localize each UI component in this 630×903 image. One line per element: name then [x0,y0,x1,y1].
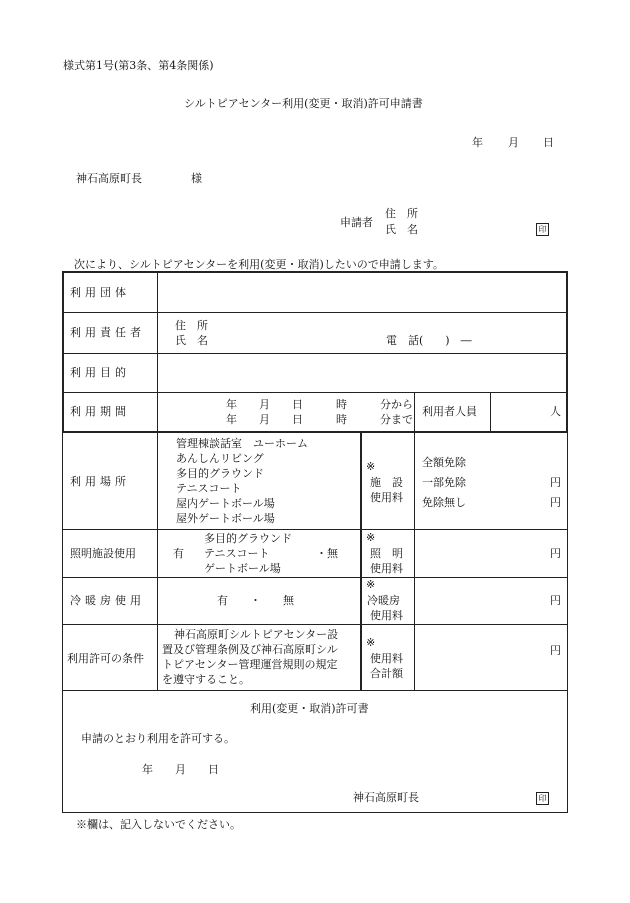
phone-label: 電 話( ) ― [386,334,472,347]
facility-item[interactable]: 屋内ゲートボール場 [176,497,275,510]
date-year: 年 [472,136,483,149]
responsible-address-label: 住 所 [175,319,208,332]
permit-seal-stamp: 印 [536,792,549,805]
total-fee-label: 使用料 [370,652,403,665]
facility-item[interactable]: 管理棟談話室 ユーホーム [176,437,308,450]
purpose-label: 利用目的 [70,366,130,379]
permit-statement: 申請のとおり利用を許可する。 [81,732,235,745]
exemption-full: 全額免除 [422,456,466,469]
group-field[interactable] [160,275,564,310]
users-label: 利用者人員 [422,405,477,418]
facility-fee-label-2: 使用料 [370,491,403,504]
users-unit: 人 [550,405,561,418]
applicant-name-label: 氏 名 [385,223,418,236]
facility-label: 利用場所 [70,475,130,488]
seal-stamp: 印 [536,223,549,236]
group-label: 利用団体 [70,286,130,299]
addressee: 神石高原町長 [76,172,142,185]
lighting-place: 多目的グラウンド [204,532,292,545]
hvac-fee-label-2: 使用料 [370,609,403,622]
hvac-choice[interactable]: 有 ・ 無 [217,594,294,607]
exemption-none: 免除無し [422,496,466,509]
conditions-line: トピアセンター管理運営規則の規定 [162,658,338,671]
period-to: 年 月 日 時 分まで [226,413,413,426]
period-label: 利用期間 [70,405,130,418]
intro-text: 次により、シルトピアセンターを利用(変更・取消)したいので申請します。 [74,258,444,271]
facility-item[interactable]: あんしんリビング [176,452,264,465]
yen-unit: 円 [550,496,561,509]
facility-list [176,436,308,526]
conditions-line: を遵守すること。 [162,673,250,686]
hvac-fee-label: 冷暖房 [367,594,400,607]
date-month: 月 [508,136,519,149]
period-from: 年 月 日 時 分から [226,398,413,411]
honorific: 様 [191,172,202,185]
permit-date: 年 月 日 [142,763,219,776]
yen-unit: 円 [550,594,561,607]
permit-title: 利用(変更・取消)許可書 [250,702,369,715]
conditions-text [162,627,338,687]
permit-issuer: 神石高原町長 [353,791,419,804]
responsible-label: 利用責任者 [70,326,145,339]
office-use-mark: ※ [366,578,376,591]
lighting-place: ゲートボール場 [204,562,281,575]
applicant-label: 申請者 [340,216,373,229]
office-use-mark: ※ [366,531,376,544]
applicant-address-label: 住 所 [385,207,418,220]
lighting-fee-label: 照 明 [370,547,403,560]
footnote: ※欄は、記入しないでください。 [76,818,241,831]
lighting-fee-label-2: 使用料 [370,562,403,575]
office-use-mark: ※ [366,460,376,473]
lighting-no[interactable]: ・無 [316,547,338,560]
hvac-label: 冷暖房使用 [70,594,145,607]
yen-unit: 円 [550,547,561,560]
yen-unit: 円 [550,644,561,657]
form-number: 様式第1号(第3条、第4条関係) [63,59,214,72]
facility-item[interactable]: 屋外ゲートボール場 [176,512,275,525]
lighting-label: 照明施設使用 [70,547,136,560]
facility-fee-label: 施 設 [370,476,403,489]
conditions-line: 神石高原町シルトピアセンター設 [174,628,339,641]
date-day: 日 [543,136,554,149]
document-title: シルトピアセンター利用(変更・取消)許可申請書 [184,97,423,110]
lighting-place: テニスコート [204,547,270,560]
conditions-label: 利用許可の条件 [67,652,144,665]
facility-item[interactable]: テニスコート [176,482,242,495]
responsible-name-label: 氏 名 [175,334,208,347]
exemption-partial: 一部免除 [422,476,466,489]
total-fee-label-2: 合計額 [370,667,403,680]
yen-unit: 円 [550,476,561,489]
conditions-line: 置及び管理条例及び神石高原町シル [162,643,338,656]
facility-item[interactable]: 多目的グラウンド [176,467,264,480]
office-use-mark: ※ [366,636,376,649]
purpose-field[interactable] [160,356,564,390]
lighting-yes[interactable]: 有 [173,547,184,560]
